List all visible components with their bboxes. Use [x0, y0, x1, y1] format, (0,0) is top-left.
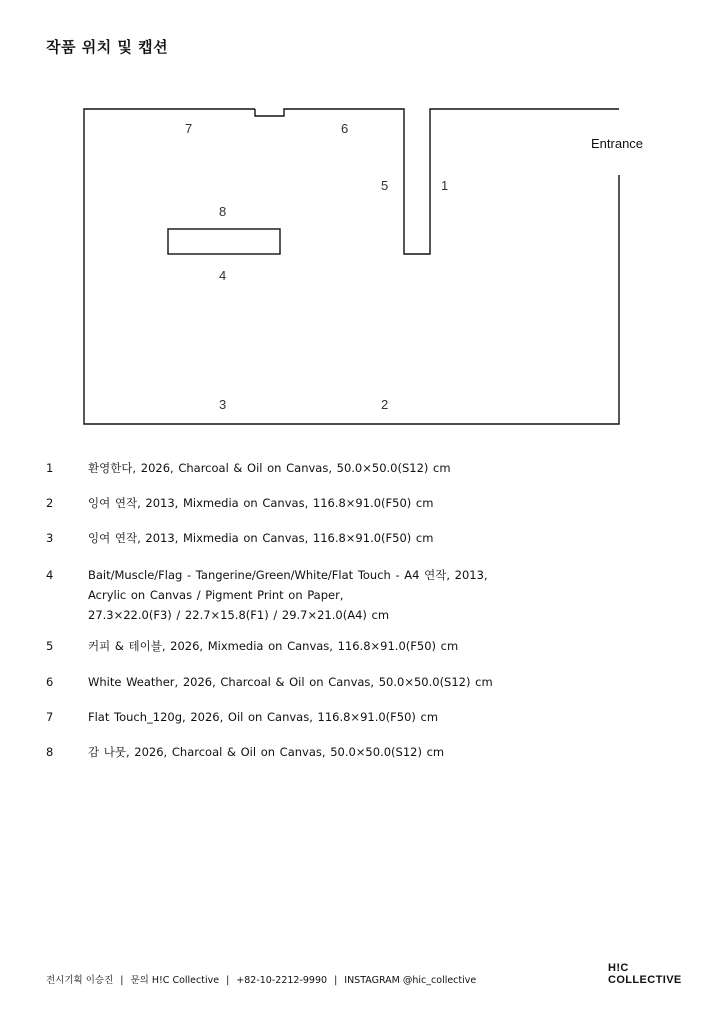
- footer-phone[interactable]: +82-10-2212-9990: [236, 975, 328, 986]
- caption-line: White Weather, 2026, Charcoal & Oil on Canvas, 50.0×50.0(S12) cm: [88, 675, 493, 689]
- caption-number: 8: [46, 745, 54, 759]
- caption-number: 3: [46, 531, 54, 545]
- footer-separator: |: [334, 975, 338, 986]
- entrance-label: Entrance: [591, 136, 644, 151]
- center-partition: [168, 229, 280, 254]
- caption-text: [88, 493, 688, 513]
- caption-text: [88, 672, 688, 692]
- caption-line: 환영한다, 2026, Charcoal & Oil on Canvas, 50.0×50.0(S12) cm: [88, 461, 451, 475]
- logo-line-2: COLLECTIVE: [608, 974, 682, 986]
- caption-text: [88, 707, 688, 727]
- caption-number: 6: [46, 675, 54, 689]
- caption-text: [88, 528, 688, 548]
- caption-line: Flat Touch_120g, 2026, Oil on Canvas, 116.8×91.0(F50) cm: [88, 710, 439, 724]
- marker-3: 3: [219, 397, 227, 412]
- caption-number: 1: [46, 461, 54, 475]
- caption-line: 잉여 연작, 2013, Mixmedia on Canvas, 116.8×91.0(F50) cm: [88, 531, 434, 545]
- footer-separator: |: [226, 975, 230, 986]
- marker-4: 4: [219, 268, 227, 283]
- caption-line: Acrylic on Canvas / Pigment Print on Paper,: [88, 588, 344, 602]
- footer-contact: 문의 H!C Collective: [130, 975, 220, 986]
- caption-line: 감 나뭇, 2026, Charcoal & Oil on Canvas, 50.0×50.0(S12) cm: [88, 745, 445, 759]
- footer-planning: 전시기획 이승진: [46, 975, 114, 986]
- caption-line: Bait/Muscle/Flag - Tangerine/Green/White/Flat Touch - A4 연작, 2013,: [88, 568, 488, 582]
- caption-text: [88, 742, 688, 762]
- caption-text: [88, 636, 688, 656]
- footer: [46, 972, 476, 986]
- gallery-wall-notch: [255, 109, 619, 254]
- caption-number: 2: [46, 496, 54, 510]
- caption-line: 커피 & 테이블, 2026, Mixmedia on Canvas, 116.8×91.0(F50) cm: [88, 639, 459, 653]
- caption-text: [88, 565, 688, 625]
- page-title: 작품 위치 및 캡션: [46, 38, 169, 56]
- logo-line-1: H!C: [608, 962, 629, 974]
- footer-instagram[interactable]: INSTAGRAM @hic_collective: [344, 975, 477, 986]
- gallery-wall-main: [84, 109, 619, 424]
- marker-7: 7: [185, 121, 193, 136]
- caption-line: 잉여 연작, 2013, Mixmedia on Canvas, 116.8×91.0(F50) cm: [88, 496, 434, 510]
- marker-5: 5: [381, 178, 389, 193]
- brand-logo: [608, 962, 682, 986]
- caption-number: 4: [46, 568, 54, 582]
- caption-number: 7: [46, 710, 54, 724]
- footer-separator: |: [120, 975, 124, 986]
- caption-text: [88, 458, 688, 478]
- caption-line: 27.3×22.0(F3) / 22.7×15.8(F1) / 29.7×21.0(A4) cm: [88, 608, 390, 622]
- marker-6: 6: [341, 121, 349, 136]
- caption-number: 5: [46, 639, 54, 653]
- marker-2: 2: [381, 397, 389, 412]
- floor-plan: [0, 0, 724, 450]
- marker-8: 8: [219, 204, 227, 219]
- marker-1: 1: [441, 178, 449, 193]
